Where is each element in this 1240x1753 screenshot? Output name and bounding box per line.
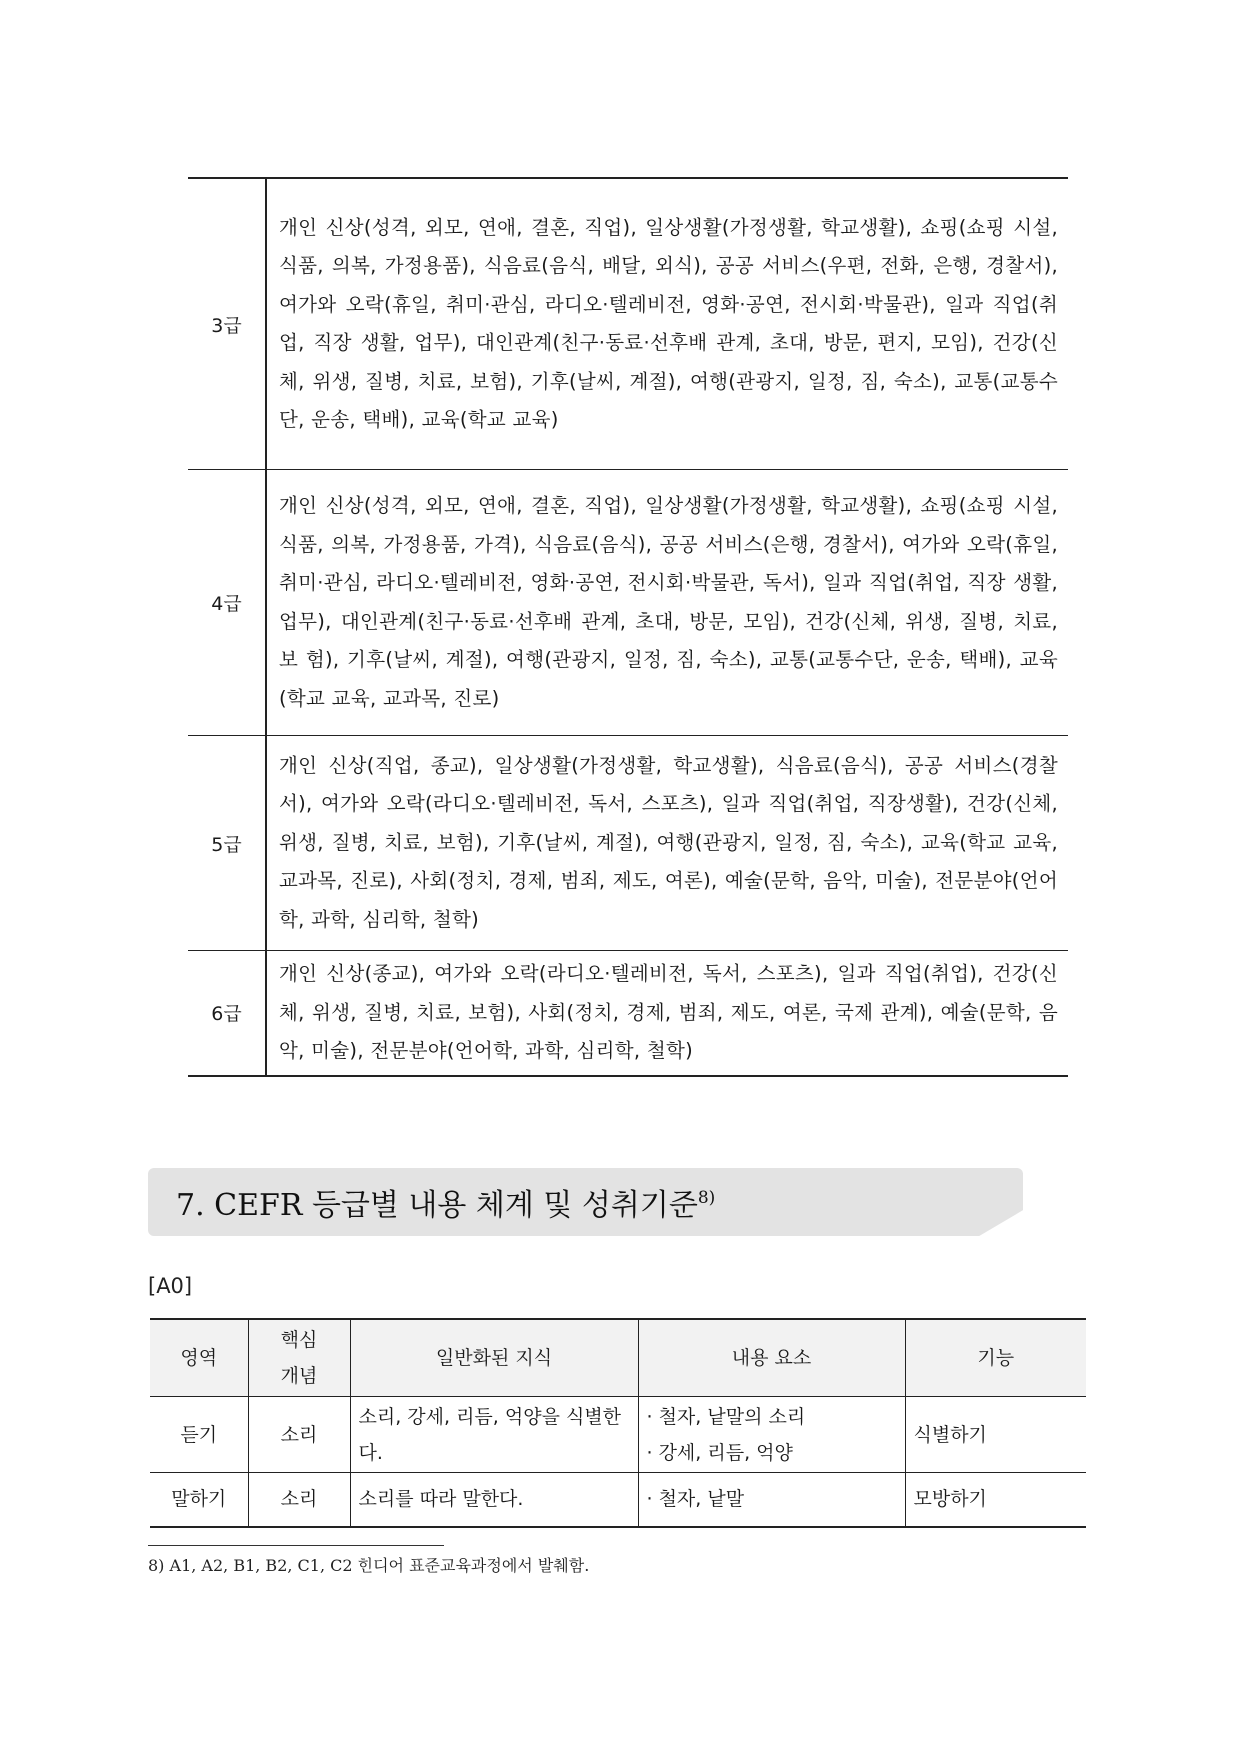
grade-content: 개인 신상(직업, 종교), 일상생활(가정생활, 학교생활), 식음료(음식), 공공 서비스(경찰서), 여가와 오락(라디오·텔레비전, 독서, 스포츠), 일과 직업(취업, 직장생활), 건강(신체, 위생, 질병, 치료, 보험), 기후(날씨, 계절), 여행(관광지, 일정, 짐, 숙소), 교육(학교 교육, 교과목, 진로), 사회(정치, 경제, 범죄, 제도, 여론), 예술(문학, 음악, 미술), 전문분야(언어학, 과학, 심리학, 철학) bbox=[279, 753, 1058, 931]
cell-knowledge: 소리를 따라 말한다. bbox=[350, 1473, 638, 1527]
table-label: [A0] bbox=[148, 1274, 193, 1298]
cell-function: 모방하기 bbox=[905, 1473, 1086, 1527]
grade-label: 5급 bbox=[188, 736, 266, 951]
header-content: 내용 요소 bbox=[638, 1319, 905, 1397]
cell-area: 말하기 bbox=[150, 1473, 248, 1527]
header-knowledge: 일반화된 지식 bbox=[350, 1319, 638, 1397]
grade-content: 개인 신상(성격, 외모, 연애, 결혼, 직업), 일상생활(가정생활, 학교생활), 쇼핑(쇼핑 시설, 식품, 의복, 가정용품), 식음료(음식, 배달, 외식), 공공 서비스(우편, 전화, 은행, 경찰서), 여가와 오락(휴일, 취미·관심, 라디오·텔레비전, 영화·공연, 전시회·박물관), 일과 직업(취업, 직장 생활, 업무), 대인관계(친구·동료·선후배 관계, 초대, 방문, 편지, 모임), 건강(신체, 위생, 질병, 치료, 보험), 기후(날씨, 계절), 여행(관광지, 일정, 짐, 숙소), 교통(교통수단, 운송, 택배), 교육(학교 교육) bbox=[279, 215, 1058, 431]
cell-content: · 철자, 낱말 bbox=[638, 1473, 905, 1527]
header-function: 기능 bbox=[905, 1319, 1086, 1397]
cell-core: 소리 bbox=[248, 1473, 350, 1527]
table-row bbox=[188, 470, 1068, 736]
grade-content: 개인 신상(성격, 외모, 연애, 결혼, 직업), 일상생활(가정생활, 학교생활), 쇼핑(쇼핑 시설, 식품, 의복, 가정용품, 가격), 식음료(음식), 공공 서비스(은행, 경찰서), 여가와 오락(휴일, 취미·관심, 라디오·텔레비전, 영화·공연, 전시회·박물관, 독서), 일과 직업(취업, 직장 생활, 업무), 대인관계(친구·동료·선후배 관계, 초대, 방문, 모임), 건강(신체, 위생, 질병, 치료, 보 험), 기후(날씨, 계절), 여행(관광지, 일정, 짐, 숙소), 교통(교통수단, 운송, 택배), 교육(학교 교육, 교과목, 진로) bbox=[279, 494, 1058, 710]
table-header-row bbox=[150, 1319, 1086, 1397]
grade-label: 4급 bbox=[188, 470, 266, 736]
cell-function: 식별하기 bbox=[905, 1397, 1086, 1473]
footnote: 8) A1, A2, B1, B2, C1, C2 힌디어 표준교육과정에서 발췌함. bbox=[148, 1556, 590, 1575]
footnote-ref: 8) bbox=[697, 1188, 716, 1208]
table-row bbox=[188, 951, 1068, 1076]
header-core-line1: 핵심 bbox=[280, 1329, 318, 1351]
cell-area: 듣기 bbox=[150, 1397, 248, 1473]
grade-topics-table bbox=[188, 177, 1068, 1077]
cell-content bbox=[638, 1397, 905, 1473]
cell-knowledge: 소리, 강세, 리듬, 억양을 식별한다. bbox=[350, 1397, 638, 1473]
content-item: · 강세, 리듬, 억양 bbox=[646, 1441, 793, 1464]
section-title-text: 7. CEFR 등급별 내용 체계 및 성취기준 bbox=[176, 1188, 698, 1223]
table-row bbox=[188, 178, 1068, 470]
section-title bbox=[176, 1180, 715, 1224]
header-area: 영역 bbox=[150, 1319, 248, 1397]
cell-core: 소리 bbox=[248, 1397, 350, 1473]
footnote-divider bbox=[148, 1545, 444, 1546]
table-row bbox=[150, 1473, 1086, 1527]
table-row bbox=[150, 1397, 1086, 1473]
grade-content: 개인 신상(종교), 여가와 오락(라디오·텔레비전, 독서, 스포츠), 일과 직업(취업), 건강(신체, 위생, 질병, 치료, 보험), 사회(정치, 경제, 범죄, 제도, 여론, 국제 관계), 예술(문학, 음악, 미술), 전문분야(언어학, 과학, 심리학, 철학) bbox=[279, 962, 1058, 1062]
header-core-line2: 개념 bbox=[280, 1365, 318, 1387]
a0-table bbox=[150, 1318, 1086, 1528]
header-core-concept bbox=[248, 1319, 350, 1397]
table-row bbox=[188, 736, 1068, 951]
grade-label: 3급 bbox=[188, 178, 266, 470]
content-item: · 철자, 낱말의 소리 bbox=[646, 1405, 806, 1428]
grade-label: 6급 bbox=[188, 951, 266, 1076]
